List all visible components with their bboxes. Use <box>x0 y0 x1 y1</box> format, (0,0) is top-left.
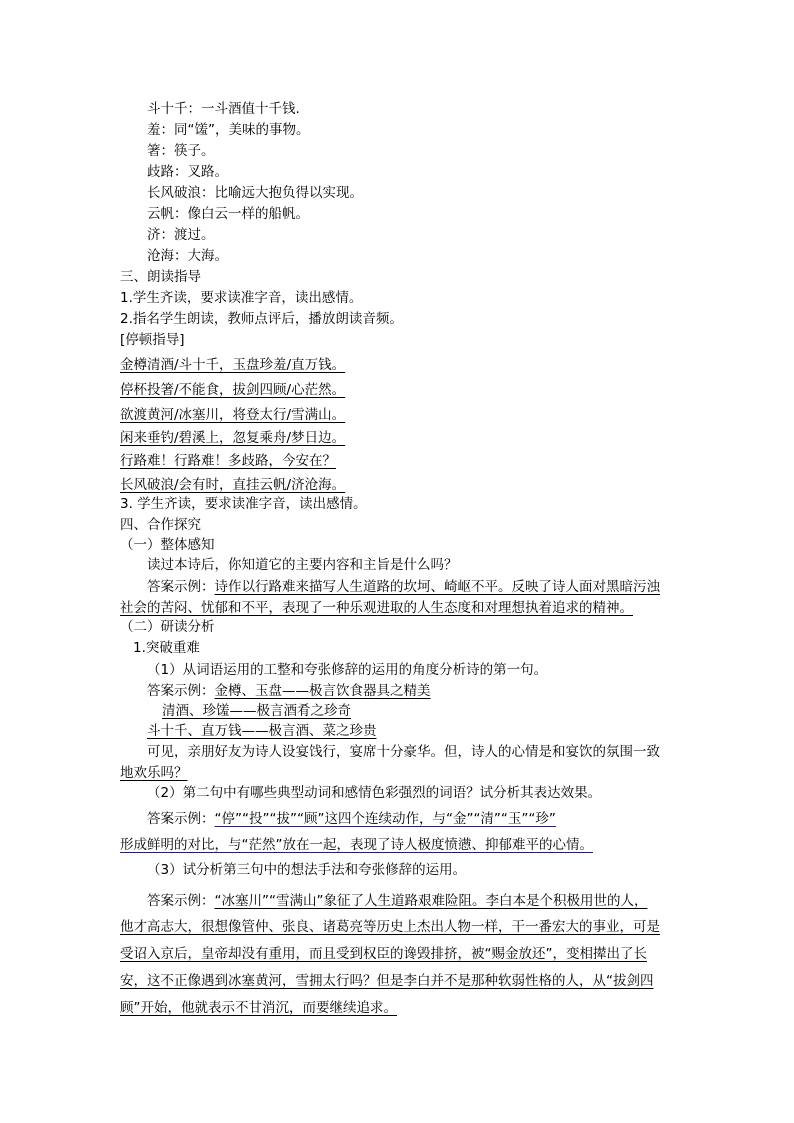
question-text: （2）第二句中有哪些典型动词和感情色彩强烈的词语？试分析其表达效果。 <box>147 785 602 801</box>
answer-text: 地欢乐吗？ <box>120 765 188 781</box>
answer-text: 安，这不正像遇到冰塞黄河，雪拥太行吗？但是李白并不是那种软弱性格的人，从“拔剑四 <box>120 973 654 989</box>
answer-text: “冰塞川”“雪满山”象征了人生道路艰难险阻。李白本是个积极用世的人， <box>214 893 648 909</box>
answer-prefix: 答案示例： <box>147 893 215 909</box>
answer-text: 形成鲜明的对比，与“茫然”放在一起，表现了诗人极度愤懑、抑郁难平的心情。 <box>120 837 593 853</box>
poem-line: 金樽清酒/斗十千，玉盘珍羞/直万钱。 <box>120 357 346 373</box>
glossary-item: 济：渡过。 <box>147 227 215 243</box>
glossary-item: 长风破浪：比喻远大抱负得以实现。 <box>147 185 363 201</box>
pause-guide-label: [停顿指导] <box>120 332 185 348</box>
poem-line: 长风破浪/会有时，直挂云帆/济沧海。 <box>120 477 346 493</box>
answer-prefix: 答案示例： <box>147 811 215 827</box>
answer-line <box>147 892 647 910</box>
answer-text: 诗作以行路难来描写人生道路的坎坷、崎岖不平。反映了诗人面对黑暗污浊 <box>214 579 660 595</box>
glossary-item: 箸：筷子。 <box>147 143 215 159</box>
subsection-heading: （二）研读分析 <box>120 619 215 635</box>
answer-text: 清酒、珍馐——极言酒肴之珍奇 <box>162 703 351 719</box>
step-text: 2.指名学生朗读，教师点评后，播放朗读音频。 <box>120 311 403 327</box>
section-heading: 四、合作探究 <box>120 517 201 533</box>
question-text: （1）从词语运用的工整和夸张修辞的运用的角度分析诗的第一句。 <box>147 662 548 678</box>
answer-text: 受诏入京后，皇帝却没有重用，而且受到权臣的谗毁排挤，被“赐金放还”，变相撵出了长 <box>120 946 647 962</box>
answer-prefix: 答案示例： <box>147 683 215 699</box>
answer-line <box>147 810 556 828</box>
answer-text: 可见，亲朋好友为诗人设宴饯行，宴席十分豪华。但，诗人的心情是和宴饮的氛围一致 <box>147 744 660 760</box>
glossary-item: 斗十千：一斗酒值十千钱. <box>147 101 300 117</box>
answer-text: 他才高志大，很想像管仲、张良、诸葛亮等历史上杰出人物一样，干一番宏大的事业，可是 <box>120 919 660 935</box>
answer-text: 顾”开始，他就表示不甘消沉，而要继续追求。 <box>120 1000 397 1016</box>
subsection-heading: （一）整体感知 <box>120 537 215 553</box>
answer-text: 金樽、玉盘——极言饮食器具之精美 <box>214 683 431 699</box>
question-text: 读过本诗后，你知道它的主要内容和主旨是什么吗？ <box>147 557 458 573</box>
point-heading: 1.突破重难 <box>133 640 200 656</box>
answer-line <box>147 578 660 596</box>
poem-line: 停杯投箸/不能食，拔剑四顾/心茫然。 <box>120 382 346 398</box>
glossary-item: 云帆：像白云一样的船帆。 <box>147 206 309 222</box>
step-text: 3. 学生齐读，要求读准字音，读出感情。 <box>120 496 367 512</box>
glossary-item: 羞：同“馐”，美味的事物。 <box>147 122 310 138</box>
poem-line: 闲来垂钓/碧溪上，忽复乘舟/梦日边。 <box>120 430 346 446</box>
answer-text: 社会的苦闷、忧郁和不平，表现了一种乐观进取的人生态度和对理想执着追求的精神。 <box>120 600 633 616</box>
answer-line <box>147 682 431 700</box>
answer-text: “停”“投”“拔”“顾”这四个连续动作，与“金”“清”“玉”“珍” <box>214 811 556 827</box>
answer-text: 斗十千、直万钱——极言酒、菜之珍贵 <box>147 723 377 739</box>
glossary-item: 沧海：大海。 <box>147 248 228 264</box>
poem-line: 行路难！行路难！多歧路，今安在？ <box>120 453 336 469</box>
poem-line: 欲渡黄河/冰塞川，将登太行/雪满山。 <box>120 407 346 423</box>
answer-prefix: 答案示例： <box>147 579 215 595</box>
glossary-item: 歧路：叉路。 <box>147 164 228 180</box>
question-text: （3）试分析第三句中的想法手法和夸张修辞的运用。 <box>147 862 467 878</box>
step-text: 1.学生齐读，要求读准字音，读出感情。 <box>120 290 363 306</box>
section-heading: 三、朗读指导 <box>120 269 201 285</box>
